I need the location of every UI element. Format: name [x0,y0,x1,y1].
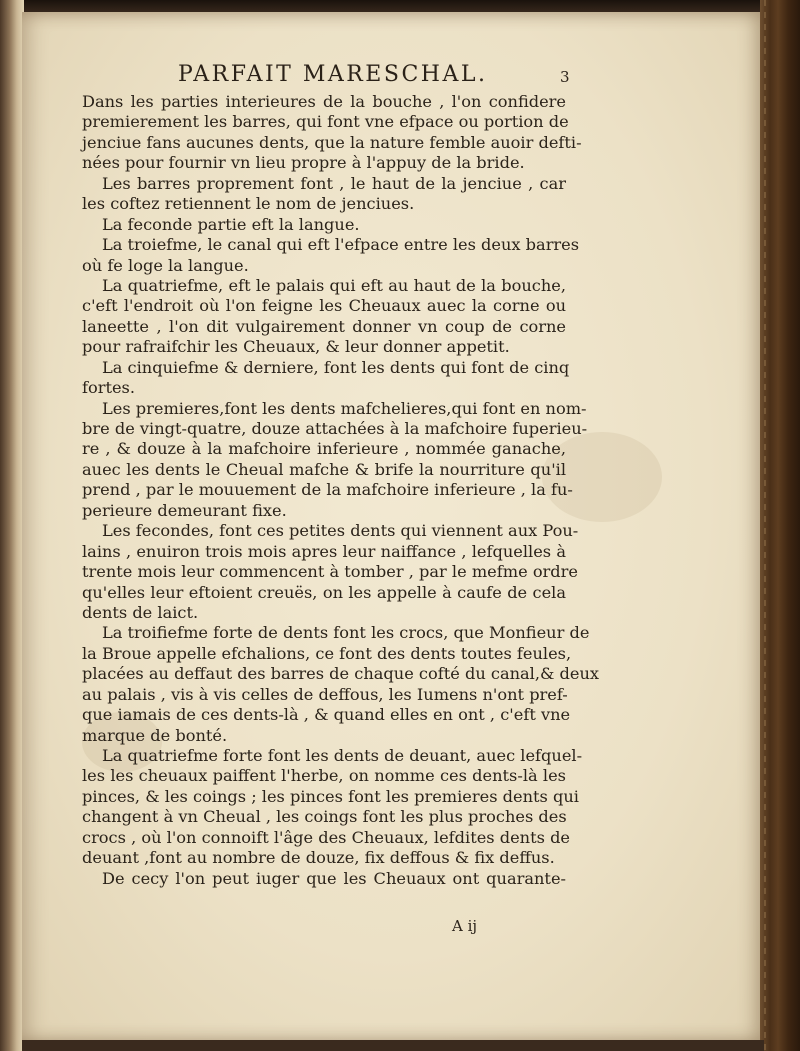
text-line: nées pour fournir vn lieu propre à l'appuy de la bride. [82,153,525,173]
text-line: marque de bonté. [82,725,228,745]
text-line: les les cheuaux paiffent l'herbe, on nomme ces dents-là les [82,766,566,786]
text-line: changent à vn Cheual , les coings font les plus proches des [82,807,567,827]
text-line: premierement les barres, qui font vne efpace ou portion de [82,112,569,132]
text-line: Dans les parties interieures de la bouche , l'on confidere [82,92,566,111]
book-fore-edge [760,0,800,1051]
text-line: lains , enuiron trois mois apres leur naiffance , lefquelles à [82,541,566,561]
text-line: La feconde partie eft la langue. [102,214,360,234]
running-title: PARFAIT MARESCHAL. [178,62,488,87]
text-line: les coftez retiennent le nom de jenciues. [82,194,415,214]
text-line: La cinquiefme & derniere, font les dents qui font de cinq [102,357,570,377]
text-line: c'eft l'endroit où l'on feigne les Cheuaux auec la corne ou [82,296,566,316]
text-line: fortes. [82,378,136,398]
text-line: La quatriefme forte font les dents de deuant, auec lefquel- [102,746,583,765]
text-line: auec les dents le Cheual mafche & brife la nourriture qu'il [82,459,566,479]
text-line: qu'elles leur eftoient creuës, on les appelle à caufe de cela [82,582,566,602]
text-line: crocs , où l'on connoift l'âge des Cheuaux, lefdites dents de [82,827,571,847]
text-body [82,92,600,889]
text-line: perieure demeurant fixe. [82,500,287,520]
text-line: où fe loge la langue. [82,255,249,275]
text-line: pinces, & les coings ; les pinces font les premieres dents qui [82,786,579,806]
text-line: que iamais de ces dents-là , & quand elles en ont , c'eft vne [82,705,571,725]
text-line: trente mois leur commencent à tomber , par le mefme ordre [82,562,578,582]
signature-mark: A ij [452,917,478,935]
text-line: bre de vingt-quatre, douze attachées à la mafchoire fuperieu- [82,419,588,438]
text-line: Les fecondes, font ces petites dents qui viennent aux Pou- [102,521,579,541]
text-line: jenciue fans aucunes dents, que la nature femble auoir defti- [82,132,582,152]
text-line: dents de laict. [82,602,199,622]
text-line: placées au deffaut des barres de chaque cofté du canal,& deux [82,664,600,684]
text-line: deuant ,font au nombre de douze, fix deffous & fix deffus. [82,848,555,868]
book-gutter [0,0,24,1051]
text-line: la Broue appelle efchalions, ce font des dents toutes feules, [82,643,572,663]
text-line: Les barres proprement font , le haut de la jenciue , car [102,173,566,193]
book-bottom-edge [22,1040,764,1051]
text-line: prend , par le mouuement de la mafchoire inferieure , la fu- [82,480,573,500]
text-line: laneette , l'on dit vulgairement donner vn coup de corne [82,316,566,336]
text-line: au palais , vis à vis celles de deffous, les Iumens n'ont pref- [82,684,568,704]
text-line: La troifiefme forte de dents font les crocs, que Monfieur de [102,623,590,643]
text-line: re , & douze à la mafchoire inferieure , nommée ganache, [82,439,566,459]
text-line: Les premieres,font les dents mafchelieres,qui font en nom- [102,398,587,418]
page-header [80,62,575,92]
text-line: pour rafraifchir les Cheuaux, & leur donner appetit. [82,337,510,357]
text-line: De cecy l'on peut iuger que les Cheuaux ont quarante- [102,868,566,888]
page-number: 3 [560,68,570,86]
text-line: La troiefme, le canal qui eft l'efpace entre les deux barres [102,235,580,255]
text-line: La quatriefme, eft le palais qui eft au haut de la bouche, [102,275,566,295]
